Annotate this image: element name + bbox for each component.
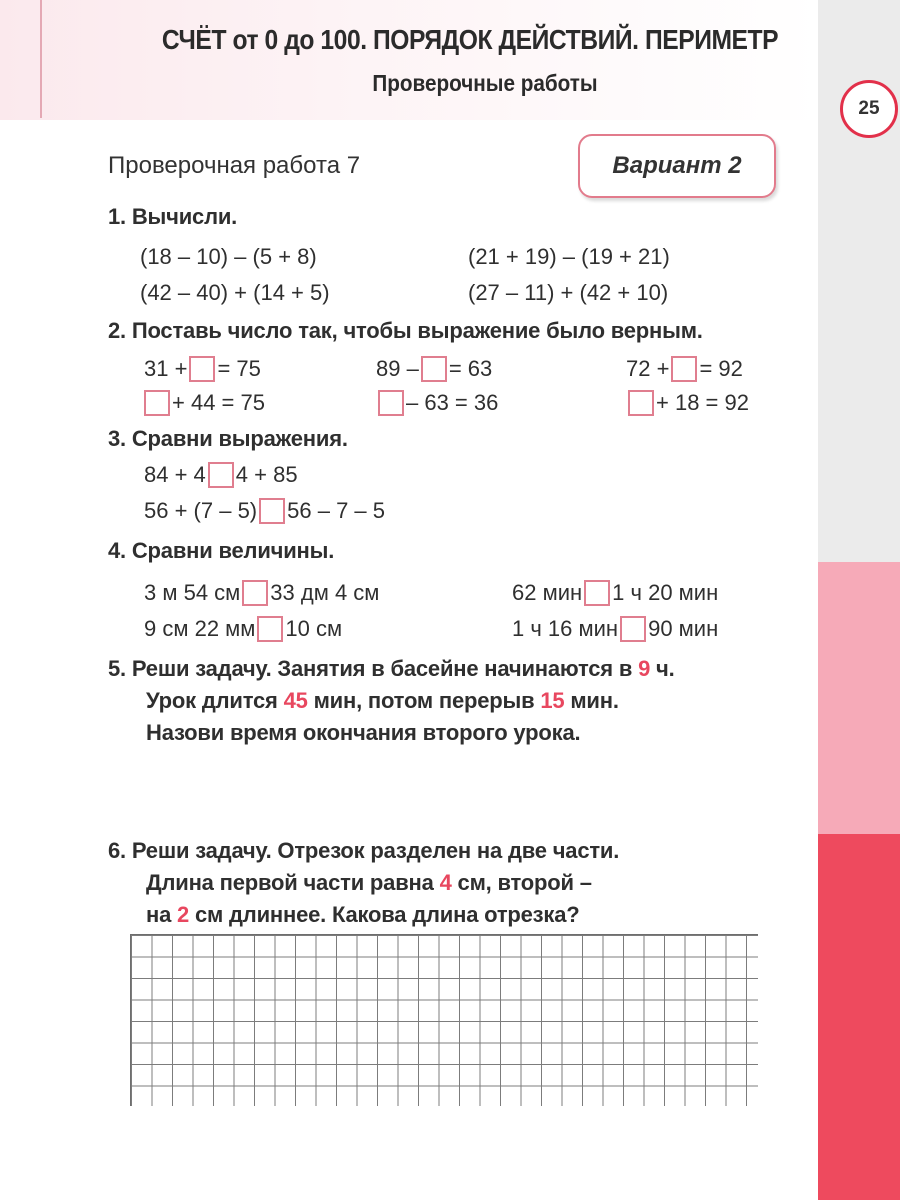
page-title: СЧЁТ от 0 до 100. ПОРЯДОК ДЕЙСТВИЙ. ПЕРИМЕТР <box>161 24 779 55</box>
compare-box[interactable] <box>620 616 646 642</box>
task2-expr-6 <box>626 390 749 416</box>
task1-heading: 1. Вычисли. <box>108 204 238 229</box>
task5-text: ч. <box>650 656 675 681</box>
answer-box[interactable] <box>378 390 404 416</box>
task5-number: 45 <box>283 688 308 713</box>
margin-strip-pink <box>818 562 900 834</box>
margin-strip-red <box>818 834 900 1200</box>
task4-row-a2 <box>144 616 342 642</box>
task4-row-b1 <box>512 580 718 606</box>
task6-line-3 <box>146 902 580 928</box>
compare-box[interactable] <box>242 580 268 606</box>
task2-heading: 2. Поставь число так, чтобы выражение было верным. <box>108 318 703 343</box>
task2-expr-3 <box>626 356 743 382</box>
task6-line-2 <box>146 870 592 896</box>
task3-row-2-left: 56 + (7 – 5) <box>144 498 258 523</box>
task1-expr-b2: (27 – 11) + (42 + 10) <box>468 280 669 305</box>
task4-a1-right: 33 дм 4 см <box>270 580 380 605</box>
task2-expr-6-post: + 18 = 92 <box>656 390 749 415</box>
task2-expr-3-post: = 92 <box>699 356 743 381</box>
answer-box[interactable] <box>189 356 215 382</box>
task6-text: Длина первой части равна <box>146 870 440 895</box>
task5-number: 9 <box>638 656 651 681</box>
task2-expr-5 <box>376 390 498 416</box>
task3-row-1-left: 84 + 4 <box>144 462 206 487</box>
task5-line-2 <box>146 688 619 714</box>
task4-heading: 4. Сравни величины. <box>108 538 335 563</box>
task1-expr-b1: (21 + 19) – (19 + 21) <box>468 244 670 269</box>
compare-box[interactable] <box>259 498 285 524</box>
task3-heading: 3. Сравни выражения. <box>108 426 348 451</box>
task5-text: мин, потом перерыв <box>307 688 541 713</box>
task5-line-1 <box>108 656 675 682</box>
compare-box[interactable] <box>208 462 234 488</box>
task6-text: см длиннее. Какова длина отрезка? <box>189 902 580 927</box>
task4-a2-right: 10 см <box>285 616 343 641</box>
answer-box[interactable] <box>671 356 697 382</box>
task4-b1-right: 1 ч 20 мин <box>612 580 719 605</box>
header-band <box>0 0 820 120</box>
task4-a2-left: 9 см 22 мм <box>144 616 256 641</box>
task6-text: на <box>146 902 178 927</box>
task3-row-2-right: 56 – 7 – 5 <box>287 498 386 523</box>
task3-row-1-right: 4 + 85 <box>235 462 298 487</box>
page-subtitle: Проверочные работы <box>372 70 598 96</box>
work-title: Проверочная работа 7 <box>108 152 361 179</box>
task2-expr-1-post: = 75 <box>217 356 261 381</box>
task6-number: 2 <box>177 902 190 927</box>
task6-line-1: 6. Реши задачу. Отрезок разделен на две части. <box>108 838 620 863</box>
task1-expr-a1: (18 – 10) – (5 + 8) <box>140 244 317 269</box>
task2-expr-2 <box>376 356 492 382</box>
task2-expr-2-pre: 89 – <box>376 356 419 381</box>
task4-b2-right: 90 мин <box>648 616 719 641</box>
task3-row-2 <box>144 498 385 524</box>
task4-b1-left: 62 мин <box>512 580 583 605</box>
task4-b2-left: 1 ч 16 мин <box>512 616 619 641</box>
task4-row-b2 <box>512 616 718 642</box>
task2-expr-4 <box>142 390 265 416</box>
answer-box[interactable] <box>421 356 447 382</box>
task2-expr-3-pre: 72 + <box>626 356 670 381</box>
task5-text: Урок длится <box>146 688 284 713</box>
answer-box[interactable] <box>628 390 654 416</box>
task2-expr-5-post: – 63 = 36 <box>406 390 499 415</box>
task5-text: 5. Реши задачу. Занятия в басейне начинаются в <box>108 656 639 681</box>
task6-number: 4 <box>439 870 452 895</box>
task2-expr-2-post: = 63 <box>448 356 493 381</box>
task5-number: 15 <box>540 688 565 713</box>
variant-badge: Вариант 2 <box>578 134 776 198</box>
task5-line-3: Назови время окончания второго урока. <box>146 720 581 745</box>
task2-expr-4-post: + 44 = 75 <box>172 390 265 415</box>
compare-box[interactable] <box>257 616 283 642</box>
task2-expr-1-pre: 31 + <box>144 356 188 381</box>
task5-text: мин. <box>564 688 619 713</box>
task2-expr-1 <box>144 356 261 382</box>
compare-box[interactable] <box>584 580 610 606</box>
answer-box[interactable] <box>144 390 170 416</box>
answer-grid[interactable] <box>130 934 758 1106</box>
task3-row-1 <box>144 462 298 488</box>
page-number-badge: 25 <box>840 80 898 138</box>
task1-expr-a2: (42 – 40) + (14 + 5) <box>140 280 330 305</box>
task4-a1-left: 3 м 54 см <box>144 580 241 605</box>
task4-row-a1 <box>144 580 379 606</box>
header-left-rule <box>40 0 42 118</box>
task6-text: см, второй – <box>451 870 592 895</box>
